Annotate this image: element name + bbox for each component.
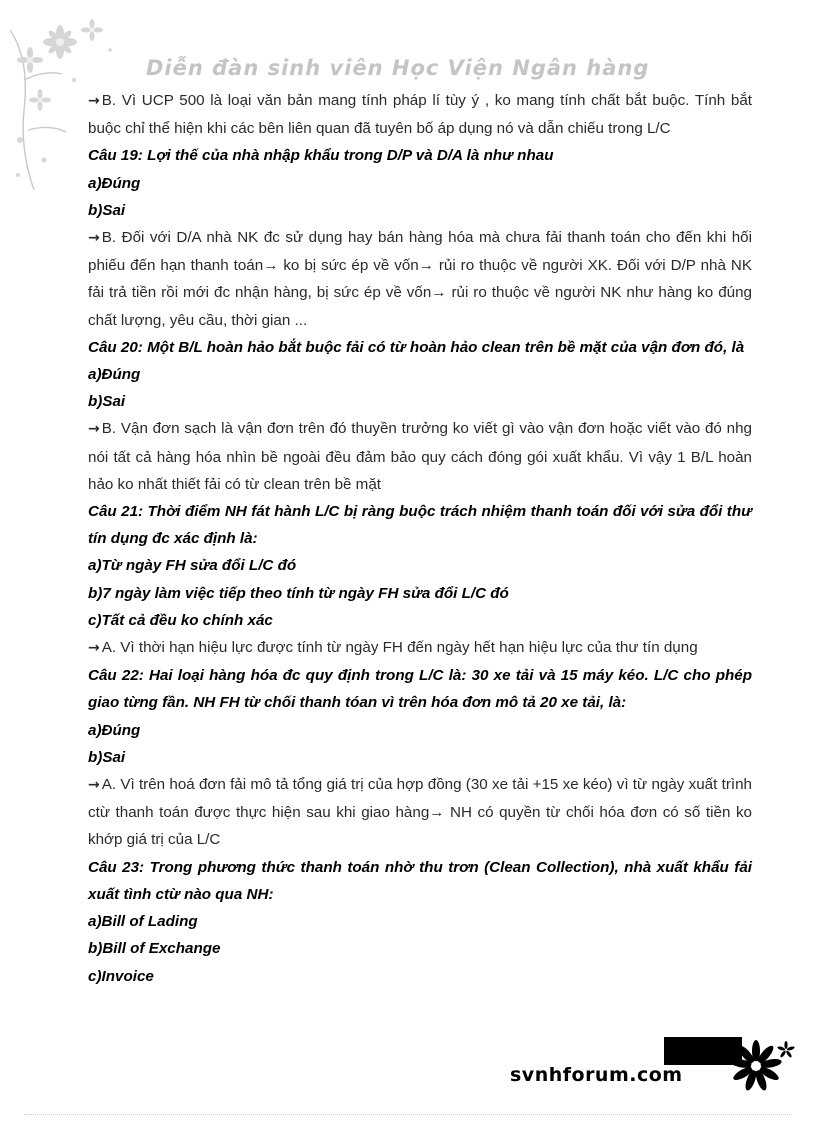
answer-paragraph bbox=[88, 224, 752, 334]
answer-option: b)Sai bbox=[88, 201, 126, 219]
answer-text: A. Vì thời hạn hiệu lực được tính từ ngày FH đến ngày hết hạn hiệu lực của thư tín dụng bbox=[101, 639, 698, 657]
answer-option: a)Đúng bbox=[88, 721, 141, 739]
answer-text: A. Vì trên hoá đơn fải mô tả tổng giá trị của hợp đồng (30 xe tải +15 xe kéo) vì từ ngày xuất trình ctừ thanh toán được thực hiện sau khi giao hàng→ NH có quyền từ chối hóa đơn có số tiền ko khớp giá trị của L/C bbox=[88, 776, 752, 849]
question-heading: Câu 22: Hai loại hàng hóa đc quy định trong L/C là: 30 xe tải và 15 máy kéo. L/C cho phép giao từng fần. NH FH từ chối thanh tóan vì trên hóa đơn mô tả 20 xe tải, là: bbox=[88, 667, 752, 712]
answer-paragraph bbox=[88, 634, 752, 662]
answer-paragraph bbox=[88, 415, 752, 498]
question-heading: Câu 19: Lợi thế của nhà nhập khẩu trong D/P và D/A là như nhau bbox=[88, 147, 554, 165]
answer-option: a)Bill of Lading bbox=[88, 913, 198, 931]
footer-logo-text: svnhforum.com bbox=[510, 1064, 683, 1086]
answer-option: a)Đúng bbox=[88, 366, 141, 384]
arrow-icon: → bbox=[88, 93, 100, 109]
arrow-icon: → bbox=[88, 230, 100, 247]
header-title: Diễn đàn sinh viên Học Viện Ngân hàng bbox=[146, 56, 650, 80]
arrow-icon: → bbox=[88, 421, 100, 438]
arrow-icon: → bbox=[88, 640, 100, 657]
question-heading: Câu 20: Một B/L hoàn hảo bắt buộc fải có từ hoàn hảo clean trên bề mặt của vận đơn đó, là bbox=[88, 338, 745, 356]
answer-text: B. Vận đơn sạch là vận đơn trên đó thuyền trưởng ko viết gì vào vận đơn hoặc viết vào đó nhg nói tất cả hàng hóa nhìn bề ngoài đều đảm bảo quy cách đóng gói xuất khẩu. Vì vậy 1 B/L hoàn hảo ko nhất thiết fải có từ clean trên bề mặt bbox=[88, 420, 752, 493]
document-body bbox=[88, 87, 752, 990]
question-heading: Câu 21: Thời điểm NH fát hành L/C bị ràng buộc trách nhiệm thanh toán đối với sửa đổi thư tín dụng đc xác định là: bbox=[88, 503, 752, 548]
answer-option: b)Bill of Exchange bbox=[88, 940, 221, 958]
answer-paragraph bbox=[88, 87, 752, 142]
answer-option: b)Sai bbox=[88, 748, 126, 766]
flower-logo-icon bbox=[726, 1036, 796, 1094]
question-heading: Câu 23: Trong phương thức thanh toán nhờ thu trơn (Clean Collection), nhà xuất khẩu fải xuất tình ctừ nào qua NH: bbox=[88, 858, 752, 903]
answer-option: c)Invoice bbox=[88, 967, 154, 985]
answer-option: a)Từ ngày FH sửa đổi L/C đó bbox=[88, 557, 297, 575]
answer-option: c)Tất cả đều ko chính xác bbox=[88, 611, 273, 629]
answer-paragraph bbox=[88, 771, 752, 854]
answer-text: B. Đối với D/A nhà NK đc sử dụng hay bán hàng hóa mà chưa fải thanh toán cho đến khi hối phiếu đến hạn thanh toán→ ko bị sức ép về vốn→ rủi ro thuộc về người XK. Đối với D/P nhà NK fải trả tiền rồi mới đc nhận hàng, bị sức ép về vốn→ rủi ro thuộc về người NK như hàng ko đúng chất lượng, yêu cầu, thời gian ... bbox=[88, 229, 752, 329]
footer-divider bbox=[24, 1114, 792, 1115]
answer-option: b)Sai bbox=[88, 393, 126, 411]
answer-text: B. Vì UCP 500 là loại văn bản mang tính pháp lí tùy ý , ko mang tính chất bắt buộc. Tính bắt buộc chỉ thể hiện khi các bên liên quan đã tuyên bố áp dụng nó và dẫn chiếu trong L/C bbox=[88, 92, 752, 138]
arrow-icon: → bbox=[88, 777, 100, 794]
answer-option: b)7 ngày làm việc tiếp theo tính từ ngày FH sửa đổi L/C đó bbox=[88, 584, 509, 602]
answer-option: a)Đúng bbox=[88, 174, 141, 192]
